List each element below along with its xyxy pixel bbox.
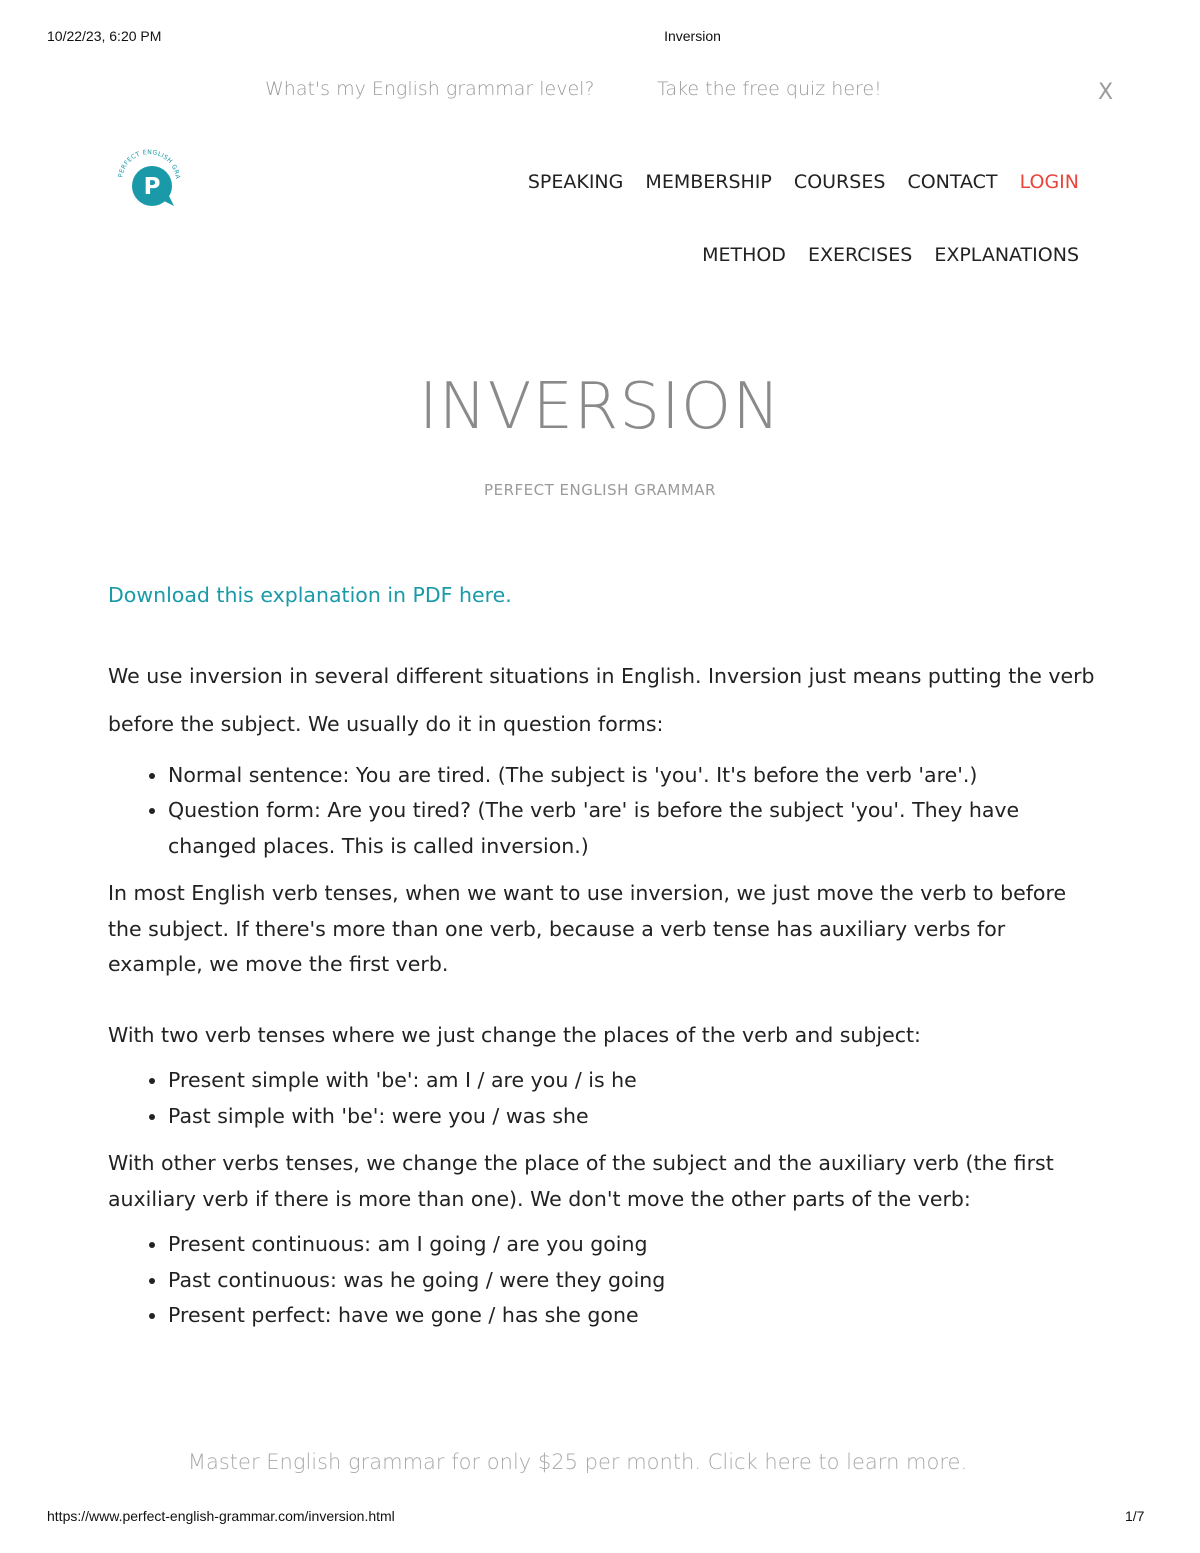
nav-exercises[interactable]: EXERCISES <box>808 244 913 266</box>
site-logo[interactable] <box>116 148 182 214</box>
secondary-nav <box>686 244 1079 266</box>
nav-contact[interactable]: CONTACT <box>907 171 998 193</box>
nav-login[interactable]: LOGIN <box>1019 171 1079 193</box>
paragraph: In most English verb tenses, when we want to use inversion, we just move the verb to before the subject. If there's more than one verb, because a verb tense has auxiliary verbs for example, we move the first verb. <box>108 881 1067 976</box>
promo-close-button[interactable]: X <box>1098 80 1114 105</box>
examples-list <box>108 758 1098 865</box>
logo-letter: P <box>143 174 161 200</box>
list-item: • Past simple with 'be': were you / was she <box>168 1099 1098 1135</box>
download-pdf-link[interactable]: Download this explanation in PDF here. <box>108 583 512 607</box>
be-tenses-list <box>108 1063 1098 1134</box>
list-item: • Present perfect: have we gone / has she gone <box>168 1298 1098 1334</box>
list-item: • Question form: Are you tired? (The verb 'are' is before the subject 'you'. They have changed places. This is called inversion.) <box>168 793 1098 864</box>
list-item: • Normal sentence: You are tired. (The subject is 'you'. It's before the verb 'are'.) <box>168 758 1098 794</box>
paragraph: With two verb tenses where we just change the places of the verb and subject: <box>108 1022 921 1047</box>
nav-membership[interactable]: MEMBERSHIP <box>645 171 772 193</box>
print-url: https://www.perfect-english-grammar.com/inversion.html <box>47 1508 395 1524</box>
intro-paragraph: We use inversion in several different situations in English. Inversion just means putting the verb before the subject. We usually do it in question forms: <box>108 663 1095 736</box>
paragraph: With other verbs tenses, we change the place of the subject and the auxiliary verb (the first auxiliary verb if there is more than one). We don't move the other parts of the verb: <box>108 1151 1054 1211</box>
primary-nav <box>512 171 1079 193</box>
page-subtitle: PERFECT ENGLISH GRAMMAR <box>484 481 716 499</box>
promo-quiz-link[interactable]: Take the free quiz here! <box>657 78 882 100</box>
nav-courses[interactable]: COURSES <box>793 171 886 193</box>
promo-question-link[interactable]: What's my English grammar level? <box>265 78 595 100</box>
logo-mark <box>116 148 182 214</box>
aux-tenses-list <box>108 1227 1098 1334</box>
nav-explanations[interactable]: EXPLANATIONS <box>934 244 1079 266</box>
list-item: • Present simple with 'be': am I / are you / is he <box>168 1063 1098 1099</box>
article-body <box>108 578 1098 1334</box>
membership-promo-link[interactable]: Master English grammar for only $25 per month. Click here to learn more. <box>187 1450 968 1474</box>
page-title: INVERSION <box>418 370 782 444</box>
print-page-number: 1/7 <box>1125 1508 1145 1524</box>
list-item: • Present continuous: am I going / are you going <box>168 1227 1098 1263</box>
print-datetime: 10/22/23, 6:20 PM <box>47 28 162 44</box>
nav-speaking[interactable]: SPEAKING <box>527 171 624 193</box>
list-item: • Past continuous: was he going / were they going <box>168 1263 1098 1299</box>
logo-ring-text: PERFECT ENGLISH GRA <box>117 148 182 180</box>
nav-method[interactable]: METHOD <box>702 244 786 266</box>
print-title: Inversion <box>664 28 721 44</box>
